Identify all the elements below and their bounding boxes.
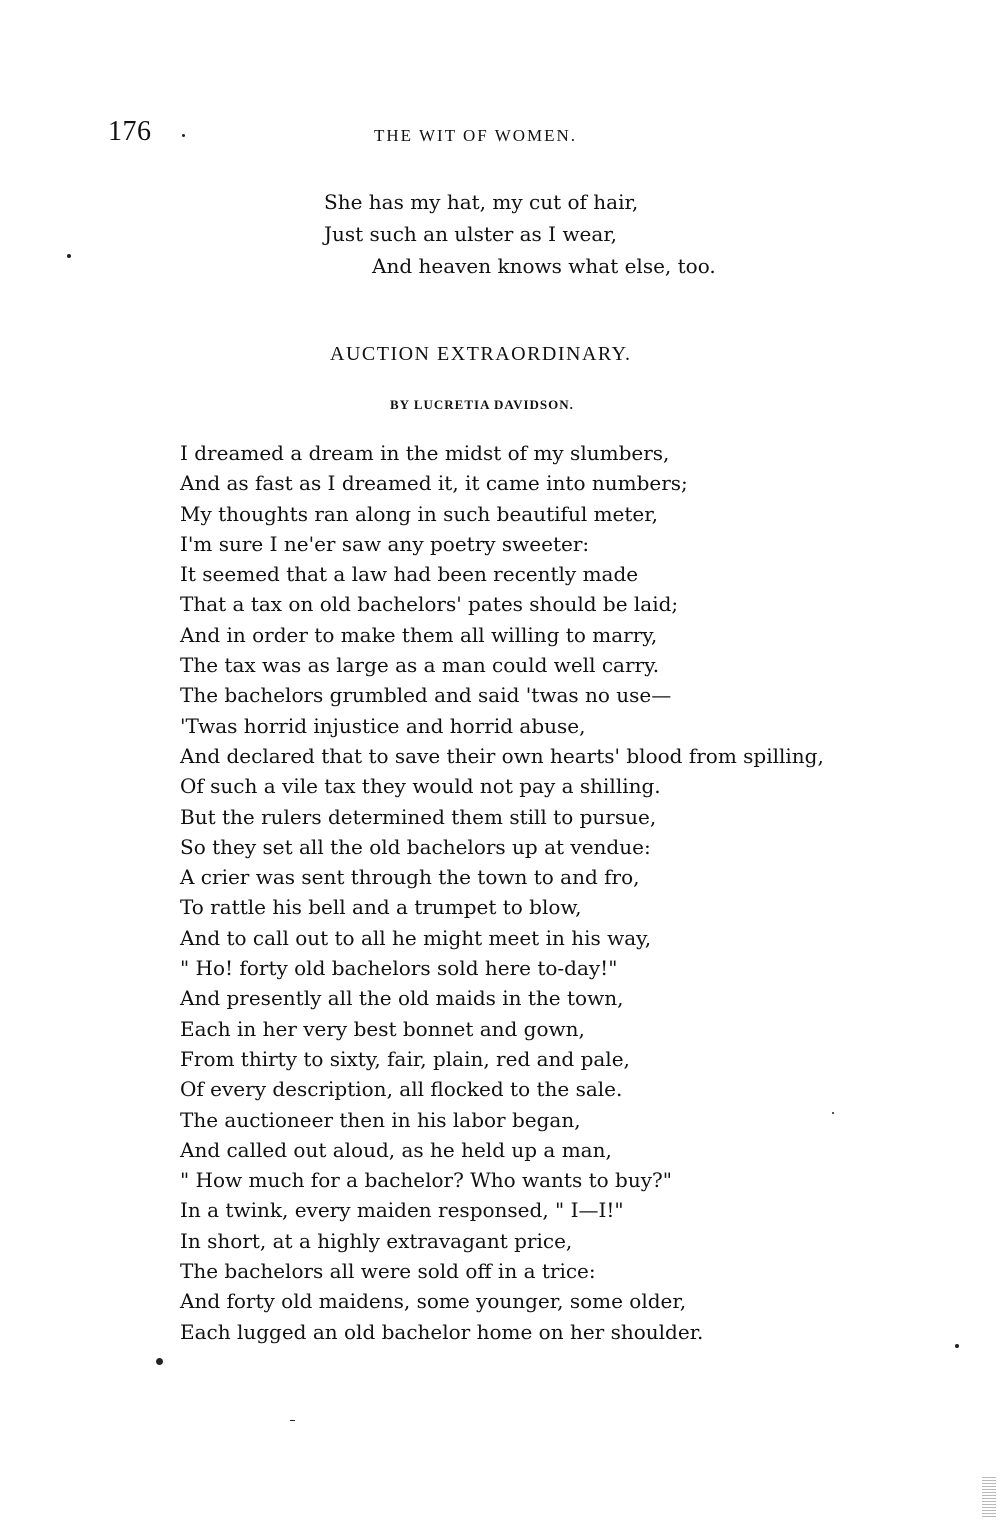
poem-line: 'Twas horrid injustice and horrid abuse, [180,713,586,738]
poem-line: In short, at a highly extravagant price, [180,1228,573,1253]
poem-line: Of such a vile tax they would not pay a shilling. [180,774,661,799]
scan-speck [955,1344,959,1348]
poem-line: And as fast as I dreamed it, it came into numbers; [180,471,688,496]
poem-line: I'm sure I ne'er saw any poetry sweeter: [180,531,590,556]
poem-line: That a tax on old bachelors' pates should be laid; [180,592,679,617]
poem-line: And called out aloud, as he held up a man, [180,1137,612,1162]
poem-line: I dreamed a dream in the midst of my slumbers, [180,441,670,465]
poem-line: Each lugged an old bachelor home on her shoulder. [180,1319,704,1344]
poem-line: My thoughts ran along in such beautiful meter, [180,501,658,526]
poem-line: The bachelors grumbled and said 'twas no use— [180,683,672,708]
poem-body [180,438,980,1347]
poem-line: And presently all the old maids in the town, [180,986,624,1011]
poem-line: It seemed that a law had been recently made [180,562,639,587]
poem-line: " Ho! forty old bachelors sold here to-day!" [180,956,618,981]
poem-line: And in order to make them all willing to marry, [180,622,658,647]
scan-speck [290,1420,295,1421]
poem-line: The auctioneer then in his labor began, [180,1107,581,1132]
scan-speck [67,254,71,258]
scan-speck [832,1112,834,1114]
poem-line: To rattle his bell and a trumpet to blow, [180,895,582,920]
poem-line: The bachelors all were sold off in a trice: [180,1259,596,1284]
page-number: 176 [108,116,152,147]
poem-line: In a twink, every maiden responsed, " I—I!" [180,1198,624,1223]
poem-line: And to call out to all he might meet in his way, [180,925,652,950]
poem-line: The tax was as large as a man could well carry. [180,653,660,678]
poem-line: So they set all the old bachelors up at vendue: [180,834,651,859]
stanza-line: She has my hat, my cut of hair, [324,190,639,214]
poem-line: Each in her very best bonnet and gown, [180,1016,585,1041]
poem-line: And forty old maidens, some younger, some older, [180,1289,687,1314]
scan-speck [156,1358,163,1365]
poem-line: And declared that to save their own hearts' blood from spilling, [180,743,824,768]
scan-edge-mark [982,1477,996,1517]
poem-byline: BY LUCRETIA DAVIDSON. [390,397,574,412]
poem-line: From thirty to sixty, fair, plain, red and pale, [180,1046,630,1071]
stanza-line: And heaven knows what else, too. [372,254,716,278]
running-head: THE WIT OF WOMEN. [374,126,578,145]
stanza-line: Just such an ulster as I wear, [324,222,618,246]
poem-line: Of every description, all flocked to the sale. [180,1077,623,1102]
poem-line: A crier was sent through the town to and fro, [180,865,640,890]
poem-line: But the rulers determined them still to pursue, [180,804,657,829]
poem-line: " How much for a bachelor? Who wants to buy?" [180,1168,672,1193]
previous-poem-stanza [324,186,716,282]
scan-speck [182,134,185,137]
poem-title: AUCTION EXTRAORDINARY. [330,343,632,365]
